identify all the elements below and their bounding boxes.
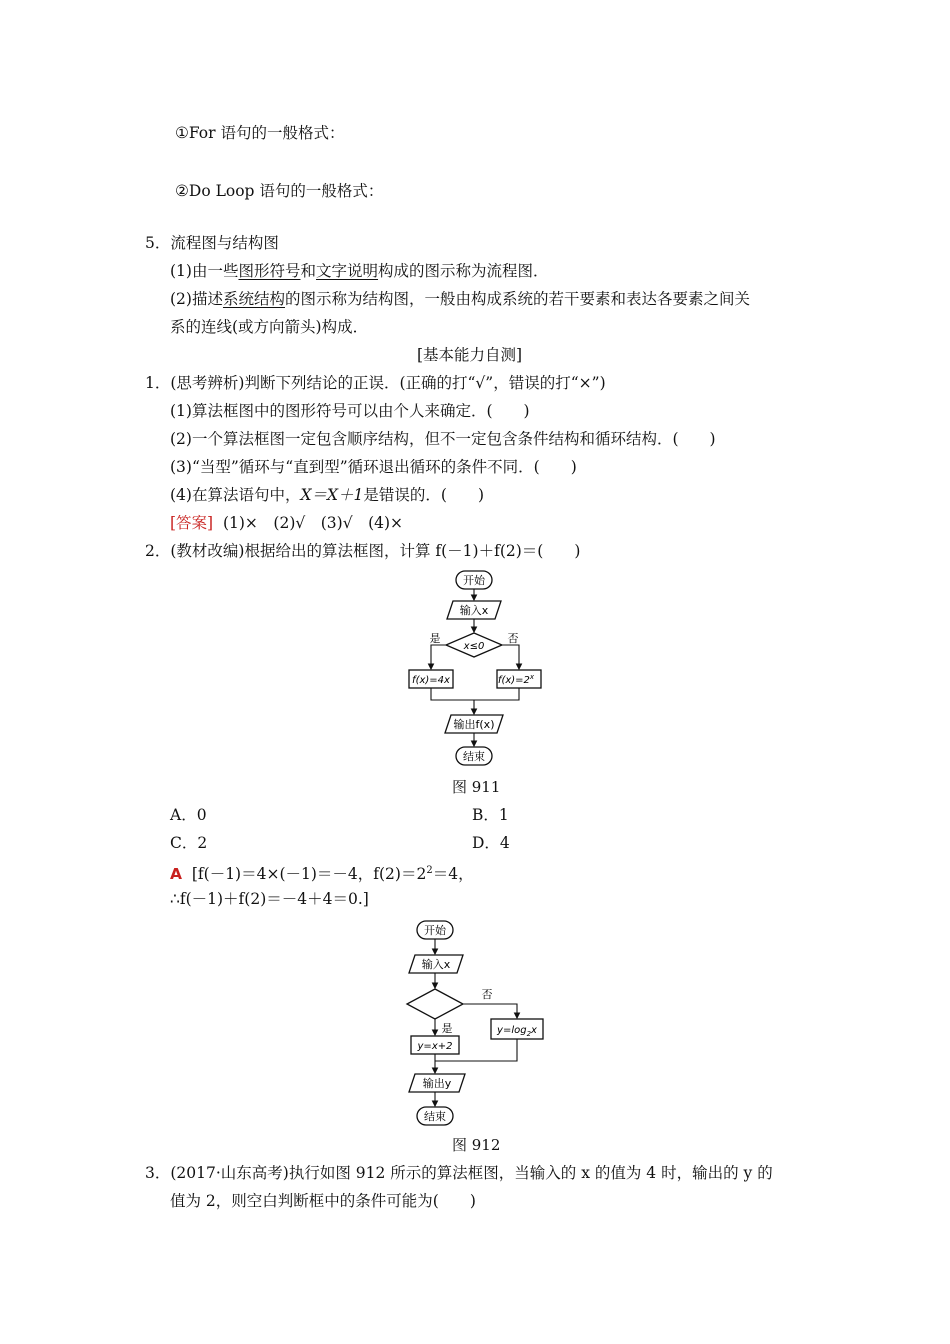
q1-answer-text: (1)× (2)√ (3)√ (4)× [222, 514, 404, 532]
q1-item-2: (2)一个算法框图一定包含顺序结构，但不一定包含条件结构和循环结构．( ) [170, 430, 716, 448]
figure-911-caption: 图 911 [452, 778, 501, 796]
q1-item-1: (1)算法框图中的图形符号可以由个人来确定．( ) [170, 402, 530, 420]
figure-912-caption: 图 912 [452, 1136, 501, 1154]
p1-mid: 和 [300, 262, 316, 280]
q1-item-4-math: X＝X＋1 [300, 486, 364, 504]
do-loop-format-label: ②Do Loop 语句的一般格式： [175, 182, 384, 200]
q1-item-4-post: 是错误的．( ) [363, 486, 485, 504]
start-label: 开始 [424, 924, 446, 937]
flowchart-912 [395, 916, 565, 1130]
p2-pre: (2)描述 [170, 290, 223, 308]
option-c: C．2 [170, 834, 208, 852]
q2-stem-math: f(－1)＋f(2)＝( ) [435, 542, 581, 560]
yes-label: 是 [441, 1022, 453, 1035]
end-label: 结束 [424, 1110, 446, 1123]
p1-post: 构成的图示称为流程图． [378, 262, 549, 280]
q1-item-4-pre: (4)在算法语句中， [170, 486, 301, 504]
output-label: 输出f(x) [453, 718, 495, 731]
p1-underline-2: 文字说明 [316, 262, 379, 280]
solution-text-1-post: ＝4， [432, 865, 474, 884]
q1-answer [170, 512, 403, 534]
section-5-paragraph-2-cont: 系的连线(或方向箭头)构成． [170, 318, 369, 336]
option-b: B．1 [472, 806, 509, 824]
p2-post: 的图示称为结构图，一般由构成系统的若干要素和表达各要素之间关 [284, 290, 750, 308]
decision-label: x≤0 [463, 641, 485, 652]
p2-underline: 系统结构 [222, 290, 285, 308]
no-label: 否 [507, 632, 519, 645]
section-5-paragraph-1 [170, 260, 549, 282]
q1-item-4 [170, 484, 484, 506]
p1-underline-1: 图形符号 [238, 262, 301, 280]
solution-text-1: [f(－1)＝4×(－1)＝－4，f(2)＝2 [191, 865, 427, 884]
q1-stem: 1．(思考辨析)判断下列结论的正误．(正确的打“√”，错误的打“×”) [145, 374, 606, 392]
answer-letter: A [170, 865, 182, 884]
right-process-label: $f(x)=2^x$ [497, 673, 535, 686]
input-label: 输入x [459, 604, 489, 617]
end-label: 结束 [463, 750, 485, 763]
answer-tag: [答案] [170, 514, 214, 532]
output-label: 输出y [422, 1077, 452, 1090]
no-label: 否 [481, 988, 493, 1001]
q2-solution-line-2: ∴f(－1)＋f(2)＝－4＋4＝0.] [170, 890, 369, 908]
blank-decision-node [407, 989, 463, 1019]
yes-label: 是 [429, 632, 441, 645]
q1-item-3: (3)“当型”循环与“直到型”循环退出循环的条件不同．( ) [170, 458, 577, 476]
for-format-label: ①For 语句的一般格式： [175, 124, 345, 142]
section-5-title: 5．流程图与结构图 [145, 234, 279, 252]
log-process-label: $y=\log_2x$ [497, 1025, 537, 1038]
option-d: D．4 [472, 834, 510, 852]
q2-solution-line-1 [170, 860, 474, 885]
flowchart-911 [395, 566, 555, 771]
q3-stem-line-1: 3．(2017·山东高考)执行如图 912 所示的算法框图，当输入的 x 的值为 4 时，输出的 y 的 [145, 1164, 773, 1182]
section-5-paragraph-2 [170, 288, 750, 310]
self-test-heading: [基本能力自测] [417, 346, 523, 364]
solution-sup: 2 [426, 865, 433, 876]
q3-stem-line-2: 值为 2，则空白判断框中的条件可能为( ) [170, 1192, 476, 1210]
p1-pre: (1)由一些 [170, 262, 239, 280]
add-process-label: y=x+2 [417, 1041, 453, 1052]
q2-stem [145, 540, 580, 562]
left-process-label: f(x)=4x [412, 675, 450, 686]
q2-stem-pre: 2．(教材改编)根据给出的算法框图，计算 [145, 542, 436, 560]
option-a: A．0 [170, 806, 207, 824]
input-label: 输入x [421, 958, 451, 971]
start-label: 开始 [463, 574, 485, 587]
